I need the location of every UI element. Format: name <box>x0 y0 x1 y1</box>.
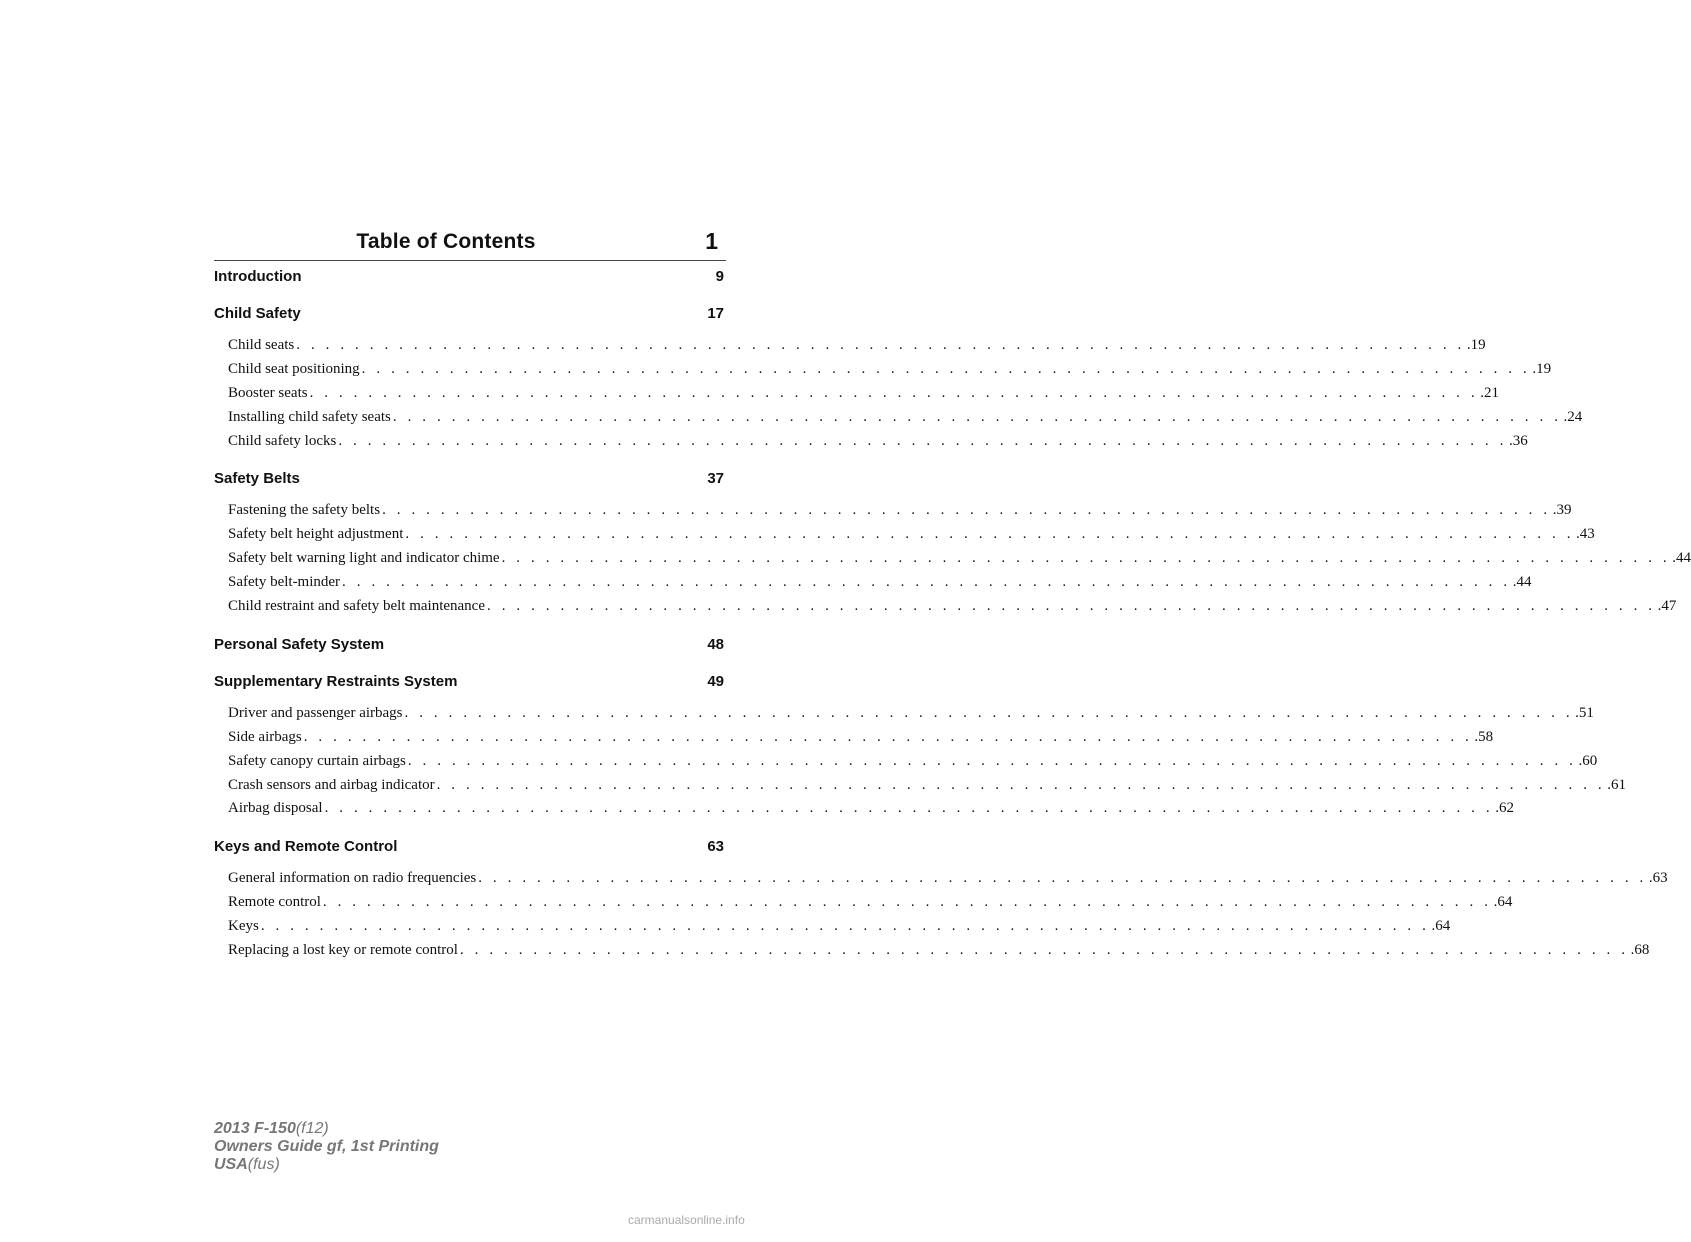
toc-section-page: 9 <box>715 268 724 285</box>
footer-model: 2013 F-150 <box>214 1120 296 1137</box>
toc-entry[interactable] <box>214 598 1677 622</box>
toc-entry-label: Fastening the safety belts <box>228 502 381 519</box>
page-number: 1 <box>705 228 718 254</box>
toc-entry-list <box>214 704 1627 824</box>
toc-section-title: Introduction <box>214 268 302 285</box>
toc-entry[interactable] <box>214 337 1486 361</box>
toc-entry-page: .39 <box>1552 502 1572 519</box>
dot-leader: . . . . . . . . . . . . . . . . . . . . . . . . . . . . . . . . . . . . . . . . . . . . . . . . . . . . . . . . . . . . . . . . . . . . . . . . . . . . . . . . <box>404 704 1574 721</box>
toc-entry-label: General information on radio frequencies <box>228 870 477 887</box>
toc-section-page: 48 <box>707 635 724 653</box>
toc-entry[interactable] <box>214 752 1598 777</box>
toc-entry[interactable] <box>214 728 1494 753</box>
toc-section-title: Supplementary Restraints System <box>214 672 458 690</box>
footer-market: USA <box>214 1156 248 1173</box>
toc-entry-page: .44 <box>1512 574 1532 591</box>
toc-section[interactable] <box>214 305 724 328</box>
toc-entry-list <box>214 337 1583 456</box>
dot-leader: . . . . . . . . . . . . . . . . . . . . . . . . . . . . . . . . . . . . . . . . . . . . . . . . . . . . . . . . . . . . . . . . . . . . . . . . . . . . . . . . <box>392 408 1562 425</box>
toc-entry-page: .51 <box>1575 704 1594 721</box>
toc-entry-page: .43 <box>1576 526 1595 543</box>
dot-leader: . . . . . . . . . . . . . . . . . . . . . . . . . . . . . . . . . . . . . . . . . . . . . . . . . . . . . . . . . . . . . . . . . . . . . . . . . . . . . . . . <box>478 870 1647 887</box>
table-of-contents <box>214 268 1691 966</box>
toc-entry-page: .60 <box>1578 752 1598 769</box>
toc-section-title: Personal Safety System <box>214 635 385 653</box>
toc-entry[interactable] <box>214 776 1627 801</box>
toc-entry-label: Keys <box>228 918 259 935</box>
dot-leader: . . . . . . . . . . . . . . . . . . . . . . . . . . . . . . . . . . . . . . . . . . . . . . . . . . . . . . . . . . . . . . . . . . . . . . . . . . . . . . . . <box>309 384 1479 401</box>
toc-entry-page: .68 <box>1630 942 1650 959</box>
dot-leader: . . . . . . . . . . . . . . . . . . . . . . . . . . . . . . . . . . . . . . . . . . . . . . . . . . . . . . . . . . . . . . . . . . . . . . . . . . . . . . . . <box>324 800 1494 817</box>
dot-leader: . . . . . . . . . . . . . . . . . . . . . . . . . . . . . . . . . . . . . . . . . . . . . . . . . . . . . . . . . . . . . . . . . . . . . . . . . . . . . . . . <box>338 432 1507 449</box>
toc-section-title: Keys and Remote Control <box>214 838 398 856</box>
toc-entry-label: Airbag disposal <box>228 800 323 817</box>
footer-line-2: Owners Guide gf, 1st Printing <box>214 1138 439 1155</box>
dot-leader: . . . . . . . . . . . . . . . . . . . . . . . . . . . . . . . . . . . . . . . . . . . . . . . . . . . . . . . . . . . . . . . . . . . . . . . . . . . . . . . . <box>407 752 1577 769</box>
toc-entry-page: .64 <box>1431 918 1451 935</box>
toc-entry-label: Remote control <box>228 894 321 911</box>
toc-entry-page: .36 <box>1508 432 1528 449</box>
toc-entry-label: Child restraint and safety belt maintenance <box>228 598 485 615</box>
toc-entry[interactable] <box>214 550 1691 574</box>
dot-leader: . . . . . . . . . . . . . . . . . . . . . . . . . . . . . . . . . . . . . . . . . . . . . . . . . . . . . . . . . . . . . . . . . . . . . . . . . . . . . . . . <box>296 337 1465 353</box>
toc-entry[interactable] <box>214 432 1528 457</box>
toc-entry[interactable] <box>214 870 1668 894</box>
toc-entry-label: Child seats <box>228 337 295 353</box>
toc-entry-label: Safety belt-minder <box>228 574 341 591</box>
toc-section-page: 17 <box>707 305 724 322</box>
toc-entry-label: Child safety locks <box>228 432 337 449</box>
dot-leader: . . . . . . . . . . . . . . . . . . . . . . . . . . . . . . . . . . . . . . . . . . . . . . . . . . . . . . . . . . . . . . . . . . . . . . . . . . . . . . . . <box>303 728 1473 745</box>
footer-model-code: (f12) <box>295 1120 329 1137</box>
toc-entry[interactable] <box>214 942 1650 966</box>
footer-line-1 <box>214 1120 439 1138</box>
toc-entry-page: .44 <box>1672 550 1691 567</box>
toc-entry-label: Safety canopy curtain airbags <box>228 752 406 769</box>
toc-entry-page: .21 <box>1480 384 1499 401</box>
dot-leader: . . . . . . . . . . . . . . . . . . . . . . . . . . . . . . . . . . . . . . . . . . . . . . . . . . . . . . . . . . . . . . . . . . . . . . . . . . . . . . . . <box>436 776 1606 793</box>
toc-entry-label: Crash sensors and airbag indicator <box>228 776 435 793</box>
toc-entry-label: Safety belt warning light and indicator chime <box>228 550 500 567</box>
toc-entry-page: .62 <box>1495 800 1514 817</box>
toc-entry[interactable] <box>214 704 1594 729</box>
toc-section-title: Safety Belts <box>214 470 300 488</box>
footer-market-code: (fus) <box>247 1156 280 1173</box>
toc-entry[interactable] <box>214 360 1552 385</box>
dot-leader: . . . . . . . . . . . . . . . . . . . . . . . . . . . . . . . . . . . . . . . . . . . . . . . . . . . . . . . . . . . . . . . . . . . . . . . . . . . . . . . . <box>487 598 1656 615</box>
dot-leader: . . . . . . . . . . . . . . . . . . . . . . . . . . . . . . . . . . . . . . . . . . . . . . . . . . . . . . . . . . . . . . . . . . . . . . . . . . . . . . . . <box>405 526 1575 543</box>
toc-entry-page: .61 <box>1607 776 1627 793</box>
toc-entry[interactable] <box>214 800 1514 824</box>
toc-section-title: Child Safety <box>214 305 301 322</box>
footer-line-3 <box>214 1156 439 1174</box>
toc-section-page: 63 <box>707 838 724 856</box>
toc-section[interactable] <box>214 673 724 696</box>
toc-entry[interactable] <box>214 526 1595 550</box>
dot-leader: . . . . . . . . . . . . . . . . . . . . . . . . . . . . . . . . . . . . . . . . . . . . . . . . . . . . . . . . . . . . . . . . . . . . . . . . . . . . . . . . <box>322 894 1492 911</box>
toc-entry-label: Child seat positioning <box>228 360 360 377</box>
toc-section[interactable] <box>214 268 724 291</box>
toc-entry-label: Replacing a lost key or remote control <box>228 942 458 959</box>
toc-entry-list <box>214 502 1691 621</box>
toc-entry-page: .19 <box>1532 360 1552 377</box>
toc-entry-label: Booster seats <box>228 384 308 401</box>
page-title: Table of Contents <box>356 230 536 253</box>
toc-section-page: 49 <box>707 672 724 690</box>
dot-leader: . . . . . . . . . . . . . . . . . . . . . . . . . . . . . . . . . . . . . . . . . . . . . . . . . . . . . . . . . . . . . . . . . . . . . . . . . . . . . . . . <box>260 918 1430 935</box>
dot-leader: . . . . . . . . . . . . . . . . . . . . . . . . . . . . . . . . . . . . . . . . . . . . . . . . . . . . . . . . . . . . . . . . . . . . . . . . . . . . . . . . <box>459 942 1629 959</box>
toc-entry-label: Side airbags <box>228 728 302 745</box>
header-divider <box>214 260 726 261</box>
toc-entry-label: Installing child safety seats <box>228 408 391 425</box>
dot-leader: . . . . . . . . . . . . . . . . . . . . . . . . . . . . . . . . . . . . . . . . . . . . . . . . . . . . . . . . . . . . . . . . . . . . . . . . . . . . . . . . <box>342 574 1511 591</box>
toc-entry[interactable] <box>214 574 1532 598</box>
toc-section[interactable] <box>214 470 724 493</box>
toc-entry[interactable] <box>214 502 1572 526</box>
toc-entry-page: .63 <box>1648 870 1668 887</box>
toc-entry[interactable] <box>214 384 1499 409</box>
toc-entry-page: .64 <box>1493 894 1513 911</box>
toc-entry[interactable] <box>214 918 1451 942</box>
watermark-text: carmanualsonline.info <box>628 1213 745 1227</box>
toc-entry[interactable] <box>214 408 1583 433</box>
dot-leader: . . . . . . . . . . . . . . . . . . . . . . . . . . . . . . . . . . . . . . . . . . . . . . . . . . . . . . . . . . . . . . . . . . . . . . . . . . . . . . . . <box>382 502 1551 519</box>
dot-leader: . . . . . . . . . . . . . . . . . . . . . . . . . . . . . . . . . . . . . . . . . . . . . . . . . . . . . . . . . . . . . . . . . . . . . . . . . . . . . . . . <box>501 550 1671 567</box>
toc-entry-page: .19 <box>1466 337 1486 353</box>
toc-entry[interactable] <box>214 894 1513 918</box>
toc-entry-label: Driver and passenger airbags <box>228 704 403 721</box>
toc-entry-page: .47 <box>1657 598 1677 615</box>
toc-entry-page: .24 <box>1563 408 1583 425</box>
toc-section[interactable] <box>214 636 724 659</box>
toc-section-page: 37 <box>707 470 724 488</box>
dot-leader: . . . . . . . . . . . . . . . . . . . . . . . . . . . . . . . . . . . . . . . . . . . . . . . . . . . . . . . . . . . . . . . . . . . . . . . . . . . . . . . . <box>361 360 1531 377</box>
toc-entry-page: .58 <box>1474 728 1494 745</box>
page-header <box>214 226 726 258</box>
toc-section[interactable] <box>214 838 724 861</box>
toc-entry-list <box>214 870 1668 966</box>
print-footer <box>214 1120 439 1174</box>
toc-entry-label: Safety belt height adjustment <box>228 526 404 543</box>
